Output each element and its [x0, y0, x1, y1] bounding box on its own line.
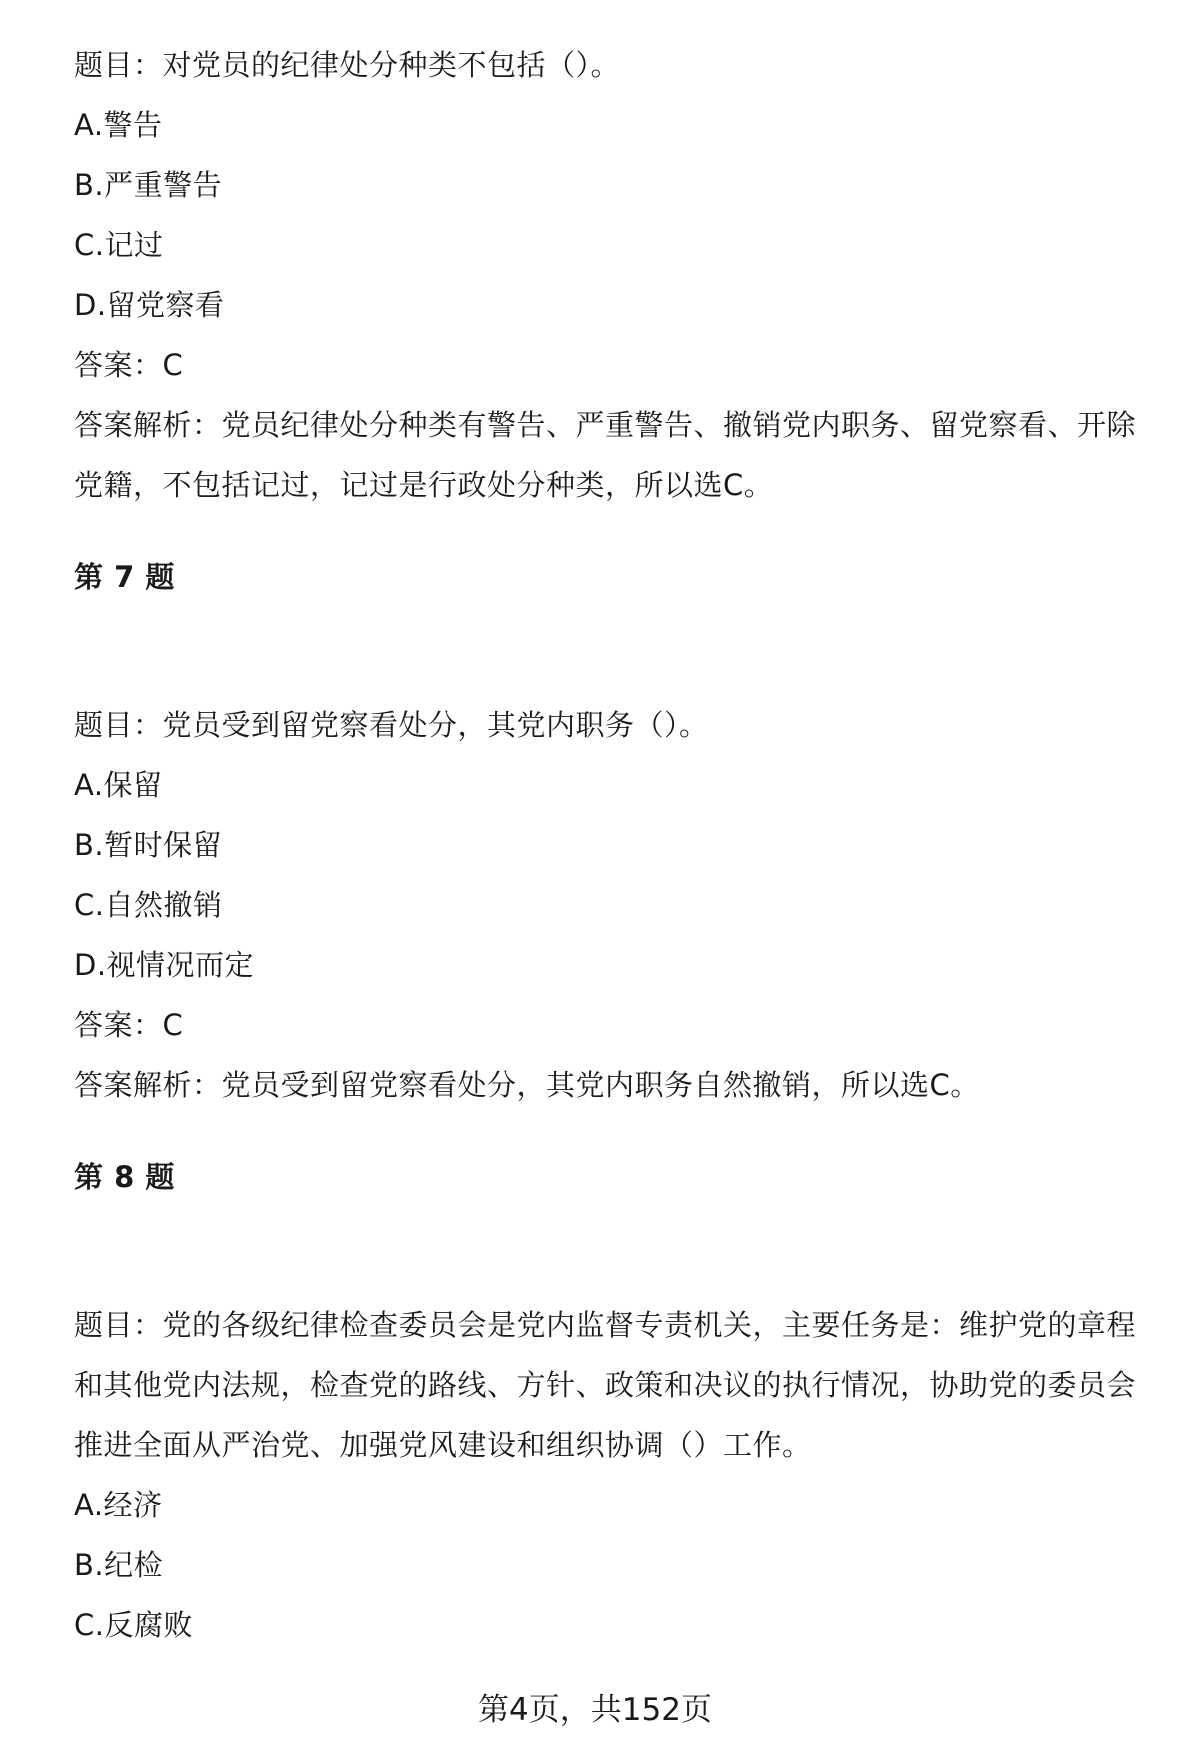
q6-analysis-line2: 党籍，不包括记过，记过是行政处分种类，所以选C。: [74, 468, 774, 502]
q6-option-c: C.记过: [74, 228, 164, 262]
q6-analysis-line1: 答案解析：党员纪律处分种类有警告、严重警告、撤销党内职务、留党察看、开除: [74, 408, 1137, 442]
q8-option-c: C.反腐败: [74, 1608, 193, 1642]
q7-answer: 答案：C: [74, 1008, 184, 1042]
q8-question-line3: 推进全面从严治党、加强党风建设和组织协调（）工作。: [74, 1428, 812, 1462]
q7-question: 题目：党员受到留党察看处分，其党内职务（）。: [74, 708, 709, 742]
q7-option-d: D.视情况而定: [74, 948, 255, 982]
q6-answer: 答案：C: [74, 348, 184, 382]
q8-heading: 第 8 题: [74, 1160, 175, 1194]
q7-analysis: 答案解析：党员受到留党察看处分，其党内职务自然撤销，所以选C。: [74, 1068, 980, 1102]
q6-option-d: D.留党察看: [74, 288, 225, 322]
q8-question-line1: 题目：党的各级纪律检查委员会是党内监督专责机关，主要任务是：维护党的章程: [74, 1308, 1137, 1342]
q8-option-b: B.纪检: [74, 1548, 164, 1582]
q6-option-b: B.严重警告: [74, 168, 223, 202]
q6-question: 题目：对党员的纪律处分种类不包括（）。: [74, 48, 621, 82]
q7-option-b: B.暂时保留: [74, 828, 223, 862]
q8-question-line2: 和其他党内法规，检查党的路线、方针、政策和决议的执行情况，协助党的委员会: [74, 1368, 1137, 1402]
q7-option-a: A.保留: [74, 768, 163, 802]
q7-heading: 第 7 题: [74, 560, 175, 594]
page-footer: 第4页，共152页: [478, 1692, 712, 1728]
q8-option-a: A.经济: [74, 1488, 163, 1522]
q6-option-a: A.警告: [74, 108, 163, 142]
q7-option-c: C.自然撤销: [74, 888, 223, 922]
